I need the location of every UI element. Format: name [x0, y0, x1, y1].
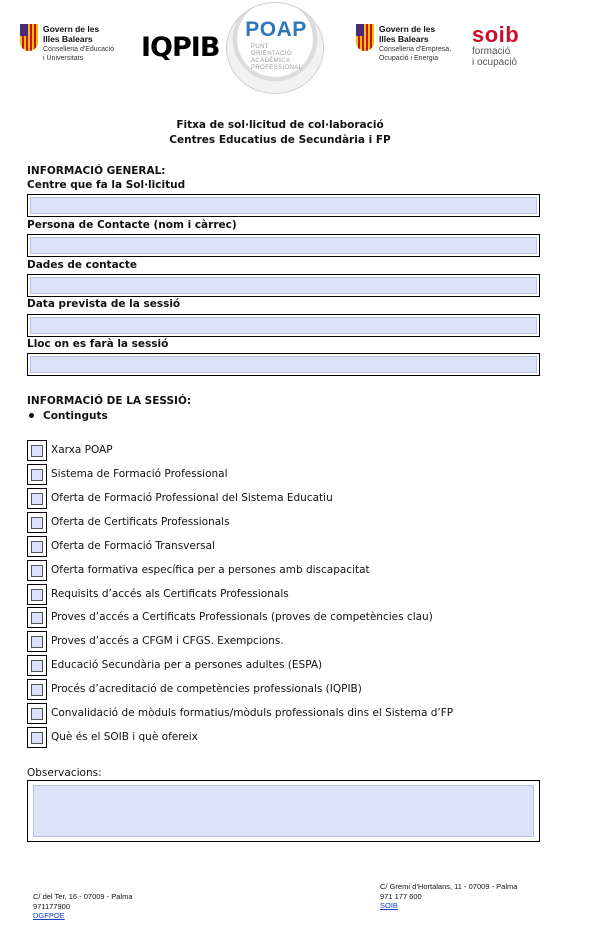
govern-dept-line2: Ocupació i Energia	[379, 54, 439, 62]
centre-field[interactable]	[27, 194, 540, 217]
balearic-crest-icon	[356, 24, 374, 51]
checkbox[interactable]	[31, 541, 43, 553]
document-title-line2: Centres Educatius de Secundària i FP	[169, 134, 391, 146]
contact-details-label: Dades de contacte	[27, 259, 138, 271]
checklist-label: Proves d’accés a Certificats Professionals (proves de competències clau)	[51, 611, 433, 623]
centre-label: Centre que fa la Sol·licitud	[27, 179, 186, 191]
checklist-item[interactable]	[27, 631, 467, 652]
checkbox-cell	[27, 440, 47, 461]
checkbox[interactable]	[31, 612, 43, 624]
contact-person-input[interactable]	[30, 237, 537, 254]
checklist-item[interactable]	[27, 512, 467, 533]
checklist-item[interactable]	[27, 703, 467, 724]
checkbox-cell	[27, 607, 47, 628]
checklist-label: Oferta formativa específica per a persones amb discapacitat	[51, 564, 370, 576]
govern-name-line2: Illes Balears	[43, 34, 93, 44]
checklist-label: Què és el SOIB i què ofereix	[51, 731, 198, 743]
checklist-label: Proves d’accés a CFGM i CFGS. Exempcions.	[51, 635, 284, 647]
checkbox[interactable]	[31, 732, 43, 744]
general-info-heading: INFORMACIÓ GENERAL:	[27, 165, 166, 177]
session-place-input[interactable]	[30, 356, 537, 373]
session-date-field[interactable]	[27, 314, 540, 337]
footer-left-address: C/ del Ter, 16 - 07009 - Palma	[33, 892, 133, 901]
footer-left-phone: 971177900	[33, 901, 70, 911]
contact-person-label: Persona de Contacte (nom i càrrec)	[27, 219, 237, 231]
footer-right-address: C/ Gremi d’Hortalans, 11 - 07009 - Palma	[380, 882, 518, 891]
checkbox[interactable]	[31, 517, 43, 529]
checklist-item[interactable]	[27, 560, 467, 581]
govern-illes-balears-educacio-logo	[20, 24, 132, 68]
checklist-label: Procés d’acreditació de competències professionals (IQPIB)	[51, 683, 362, 695]
checklist-label: Oferta de Formació Transversal	[51, 540, 215, 552]
balearic-crest-icon	[20, 24, 38, 51]
checkbox-cell	[27, 655, 47, 676]
checkbox-cell	[27, 512, 47, 533]
checklist-label: Oferta de Formació Professional del Sistema Educatiu	[51, 492, 333, 504]
contact-details-input[interactable]	[30, 277, 537, 294]
checkbox[interactable]	[31, 684, 43, 696]
session-place-field[interactable]	[27, 353, 540, 376]
centre-input[interactable]	[30, 197, 537, 214]
checkbox[interactable]	[31, 636, 43, 648]
soib-sub-line2: i ocupació	[472, 57, 518, 68]
footer-left-contact	[33, 892, 133, 921]
session-date-label: Data prevista de la sessió	[27, 298, 181, 310]
govern-dept-line1: Conselleria d'Educació	[43, 46, 114, 53]
soib-name: soib	[472, 22, 520, 47]
checkbox-cell	[27, 703, 47, 724]
checkbox[interactable]	[31, 660, 43, 672]
poap-sub-line2: ORIENTACIÓ	[251, 51, 292, 57]
checklist-label: Oferta de Certificats Professionals	[51, 516, 230, 528]
govern-dept-line2: i Universitats	[43, 54, 84, 62]
checkbox-cell	[27, 560, 47, 581]
checkbox[interactable]	[31, 493, 43, 505]
checklist-item[interactable]	[27, 727, 467, 748]
checkbox-cell	[27, 584, 47, 605]
checkbox-cell	[27, 464, 47, 485]
checkbox-cell	[27, 679, 47, 700]
checklist-item[interactable]	[27, 655, 467, 676]
checkbox[interactable]	[31, 445, 43, 457]
session-info-heading: INFORMACIÓ DE LA SESSIÓ:	[27, 395, 192, 407]
poap-sub-line4: PROFESSIONAL	[251, 65, 303, 71]
observations-field[interactable]	[27, 780, 540, 842]
poap-sub-line1: PUNT	[251, 44, 269, 50]
checkbox-cell	[27, 536, 47, 557]
govern-dept-line1: Conselleria d'Empresa,	[379, 46, 452, 53]
footer-right-contact	[380, 882, 517, 911]
footer-right-link[interactable]: SOIB	[380, 901, 398, 910]
checklist-label: Requisits d’accés als Certificats Professionals	[51, 588, 289, 600]
contact-details-field[interactable]	[27, 274, 540, 297]
checkbox-cell	[27, 727, 47, 748]
observations-label: Observacions:	[27, 767, 102, 779]
checklist-label: Convalidació de mòduls formatius/mòduls professionals dins el Sistema d’FP	[51, 707, 454, 719]
checklist-item[interactable]	[27, 679, 467, 700]
soib-logo	[472, 24, 542, 74]
document-title	[0, 118, 560, 148]
session-date-input[interactable]	[30, 317, 537, 334]
checkbox[interactable]	[31, 708, 43, 720]
document-title-line1: Fitxa de sol·licitud de col·laboració	[176, 119, 384, 131]
checkbox-cell	[27, 488, 47, 509]
footer-right-phone: 971 177 600	[380, 891, 422, 901]
checklist-item[interactable]	[27, 488, 467, 509]
footer-left-link[interactable]: DGFPOE	[33, 911, 65, 920]
govern-name-line1: Govern de les	[379, 24, 436, 34]
checkbox[interactable]	[31, 565, 43, 577]
checklist-label: Sistema de Formació Professional	[51, 468, 228, 480]
soib-sub-line1: formació	[472, 46, 511, 57]
iqpib-logo: IQPIB	[141, 32, 220, 63]
bullet-dot-icon	[29, 413, 34, 418]
govern-illes-balears-empresa-logo	[356, 24, 460, 68]
checklist-item[interactable]	[27, 464, 467, 485]
checklist-label: Educació Secundària per a persones adultes (ESPA)	[51, 659, 323, 671]
poap-title: POAP	[245, 18, 307, 41]
checklist-item[interactable]	[27, 440, 467, 461]
govern-name-line2: Illes Balears	[379, 34, 429, 44]
govern-name-line1: Govern de les	[43, 24, 100, 34]
checkbox[interactable]	[31, 469, 43, 481]
checklist-item[interactable]	[27, 607, 467, 628]
poap-subtitle	[251, 44, 311, 72]
session-place-label: Lloc on es farà la sessió	[27, 338, 169, 350]
poap-sub-line3: ACADÈMICA	[251, 58, 291, 64]
poap-seal-logo	[226, 2, 324, 94]
checklist-label: Xarxa POAP	[51, 444, 113, 456]
checkbox[interactable]	[31, 589, 43, 601]
checklist-item[interactable]	[27, 584, 467, 605]
contents-bullet	[29, 410, 108, 423]
checkbox-cell	[27, 631, 47, 652]
observations-textarea[interactable]	[33, 785, 534, 837]
contents-label: Continguts	[43, 410, 108, 422]
checklist-item[interactable]	[27, 536, 467, 557]
contact-person-field[interactable]	[27, 234, 540, 257]
